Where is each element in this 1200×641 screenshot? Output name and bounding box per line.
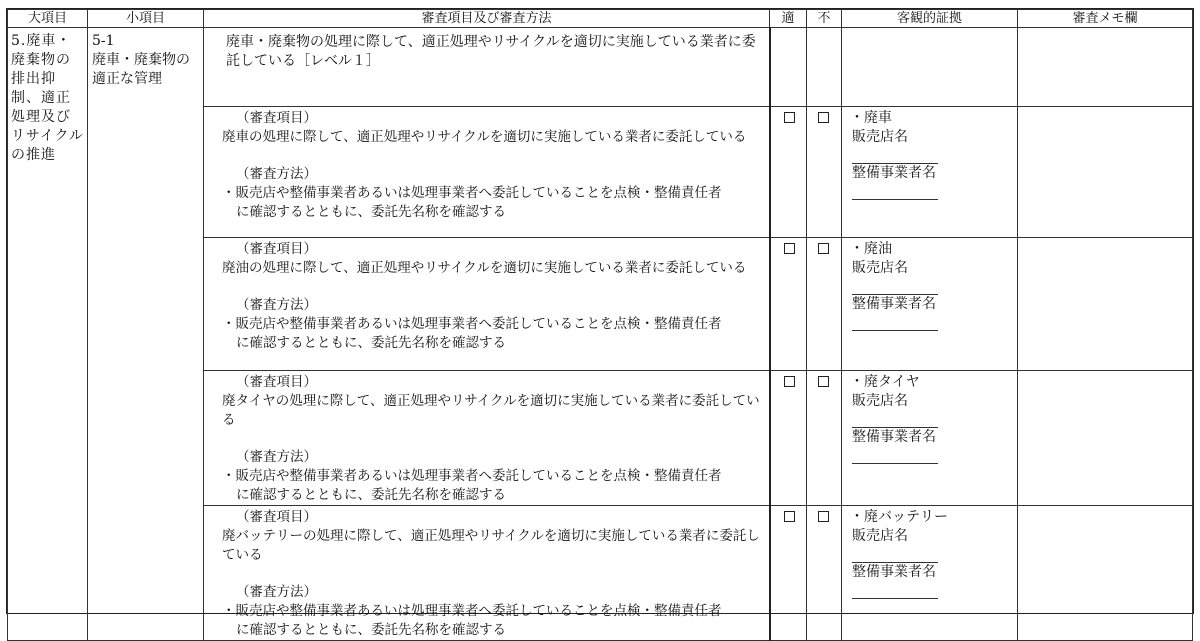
memo-cell[interactable] bbox=[1018, 506, 1193, 641]
memo-cell[interactable] bbox=[1018, 107, 1193, 238]
audit-table bbox=[7, 9, 1193, 641]
dealer-name-label: 販売店名 bbox=[852, 393, 908, 409]
evidence-title: ・廃油 bbox=[850, 241, 892, 257]
header-ok: 適 bbox=[770, 10, 807, 28]
header-row bbox=[8, 10, 1193, 28]
method-line-continued: に確認するとともに、委託先名称を確認する bbox=[236, 335, 506, 351]
dealer-name-label: 販売店名 bbox=[852, 260, 908, 276]
evidence-title: ・廃バッテリー bbox=[850, 509, 948, 525]
ok-cell bbox=[770, 506, 807, 641]
ng-cell bbox=[807, 506, 842, 641]
ng-cell bbox=[807, 238, 842, 371]
method-line-continued: に確認するとともに、委託先名称を確認する bbox=[236, 204, 506, 220]
evidence-title: ・廃タイヤ bbox=[850, 374, 920, 390]
ok-empty-cell bbox=[770, 28, 807, 107]
level-statement: 廃車・廃棄物の処理に際して、適正処理やリサイクルを適切に実施している業者に委託している［レベル１］ bbox=[226, 34, 756, 69]
memo-empty-cell bbox=[1018, 28, 1193, 107]
major-item-cell bbox=[8, 28, 88, 641]
minor-item-name: 廃車・廃棄物の適正な管理 bbox=[92, 52, 190, 87]
level-statement-cell bbox=[204, 28, 770, 107]
ok-checkbox[interactable] bbox=[784, 243, 795, 254]
item-text: 廃タイヤの処理に際して、適正処理やリサイクルを適切に実施している業者に委託している bbox=[222, 393, 760, 428]
evidence-cell bbox=[842, 371, 1018, 506]
ng-cell bbox=[807, 107, 842, 238]
dealer-name-label: 販売店名 bbox=[852, 129, 908, 145]
method-line: ・販売店や整備事業者あるいは処理事業者へ委託していることを点検・整備責任者 bbox=[222, 316, 722, 332]
maintenance-provider-blank[interactable] bbox=[852, 183, 938, 200]
ng-cell bbox=[807, 371, 842, 506]
minor-item-number: 5-1 bbox=[92, 33, 115, 49]
memo-cell[interactable] bbox=[1018, 371, 1193, 506]
dealer-name-blank[interactable] bbox=[852, 147, 938, 164]
method-line: ・販売店や整備事業者あるいは処理事業者へ委託していることを点検・整備責任者 bbox=[222, 468, 722, 484]
dealer-name-blank[interactable] bbox=[852, 411, 938, 428]
header-major: 大項目 bbox=[8, 10, 88, 28]
maintenance-provider-blank[interactable] bbox=[852, 447, 938, 464]
evidence-empty-cell bbox=[842, 28, 1018, 107]
item-cell bbox=[204, 506, 770, 641]
audit-checklist-sheet bbox=[6, 8, 1194, 638]
ok-checkbox[interactable] bbox=[784, 376, 795, 387]
item-heading: （審査項目） bbox=[236, 241, 317, 257]
ng-checkbox[interactable] bbox=[818, 511, 829, 522]
evidence-cell bbox=[842, 107, 1018, 238]
ok-cell bbox=[770, 107, 807, 238]
dealer-name-blank[interactable] bbox=[852, 546, 938, 563]
header-item: 審査項目及び審査方法 bbox=[204, 10, 770, 28]
item-cell bbox=[204, 238, 770, 371]
method-heading: （審査方法） bbox=[236, 297, 317, 313]
item-text: 廃油の処理に際して、適正処理やリサイクルを適切に実施している業者に委託している bbox=[222, 260, 747, 276]
dealer-name-blank[interactable] bbox=[852, 278, 938, 295]
method-heading: （審査方法） bbox=[236, 166, 317, 182]
header-minor: 小項目 bbox=[88, 10, 204, 28]
evidence-cell bbox=[842, 238, 1018, 371]
item-heading: （審査項目） bbox=[236, 374, 317, 390]
item-heading: （審査項目） bbox=[236, 509, 317, 525]
item-cell bbox=[204, 107, 770, 238]
maintenance-provider-label: 整備事業者名 bbox=[852, 429, 936, 445]
method-line-continued: に確認するとともに、委託先名称を確認する bbox=[236, 622, 506, 638]
evidence-title: ・廃車 bbox=[850, 110, 892, 126]
item-text: 廃バッテリーの処理に際して、適正処理やリサイクルを適切に実施している業者に委託している bbox=[222, 528, 760, 563]
header-memo: 審査メモ欄 bbox=[1018, 10, 1193, 28]
item-cell bbox=[204, 371, 770, 506]
header-ng: 不 bbox=[807, 10, 842, 28]
item-text: 廃車の処理に際して、適正処理やリサイクルを適切に実施している業者に委託している bbox=[222, 129, 747, 145]
ok-checkbox[interactable] bbox=[784, 112, 795, 123]
method-line: ・販売店や整備事業者あるいは処理事業者へ委託していることを点検・整備責任者 bbox=[222, 603, 722, 619]
ok-checkbox[interactable] bbox=[784, 511, 795, 522]
method-line-continued: に確認するとともに、委託先名称を確認する bbox=[236, 487, 506, 503]
evidence-cell bbox=[842, 506, 1018, 641]
ng-checkbox[interactable] bbox=[818, 112, 829, 123]
level-row bbox=[8, 28, 1193, 107]
ng-empty-cell bbox=[807, 28, 842, 107]
memo-cell[interactable] bbox=[1018, 238, 1193, 371]
header-evidence: 客観的証拠 bbox=[842, 10, 1018, 28]
maintenance-provider-label: 整備事業者名 bbox=[852, 564, 936, 580]
item-heading: （審査項目） bbox=[236, 110, 317, 126]
maintenance-provider-label: 整備事業者名 bbox=[852, 296, 936, 312]
method-heading: （審査方法） bbox=[236, 449, 317, 465]
method-line: ・販売店や整備事業者あるいは処理事業者へ委託していることを点検・整備責任者 bbox=[222, 185, 722, 201]
ng-checkbox[interactable] bbox=[818, 243, 829, 254]
maintenance-provider-blank[interactable] bbox=[852, 314, 938, 331]
maintenance-provider-label: 整備事業者名 bbox=[852, 165, 936, 181]
ng-checkbox[interactable] bbox=[818, 376, 829, 387]
dealer-name-label: 販売店名 bbox=[852, 528, 908, 544]
ok-cell bbox=[770, 371, 807, 506]
method-heading: （審査方法） bbox=[236, 584, 317, 600]
ok-cell bbox=[770, 238, 807, 371]
maintenance-provider-blank[interactable] bbox=[852, 582, 938, 599]
major-item-text: 5.廃車・廃棄物の排出抑制、適正処理及びリサイクルの推進 bbox=[11, 33, 85, 163]
minor-item-cell bbox=[88, 28, 204, 641]
